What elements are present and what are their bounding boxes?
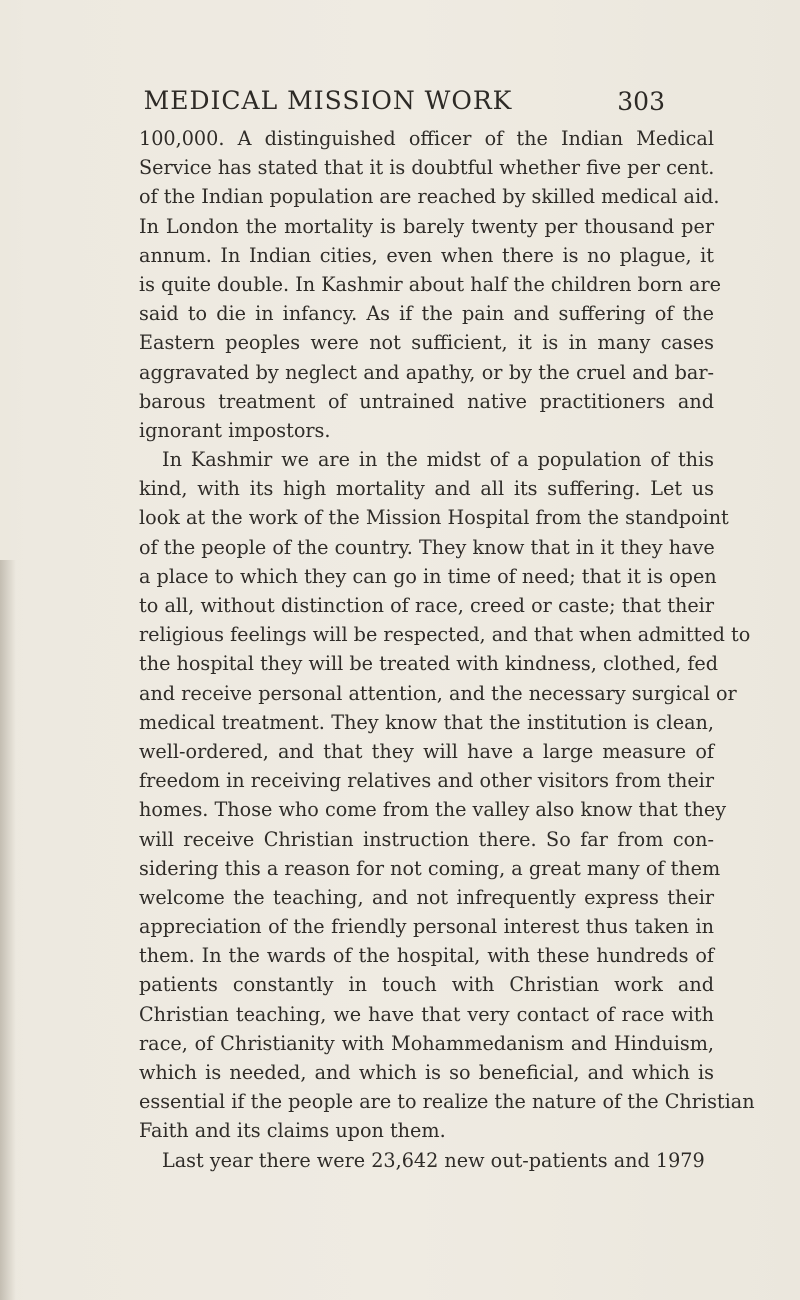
text-line: said to die in infancy. As if the pain and suffering of the: [139, 302, 714, 326]
text-line: welcome the teaching, and not infrequently express their: [139, 885, 714, 909]
text-line: which is needed, and which is so beneficial, and which is: [139, 1061, 714, 1084]
text-line: sidering this a reason for not coming, a great many of them: [139, 856, 721, 880]
text-line: is quite double. In Kashmir about half the children born are: [139, 272, 721, 296]
text-line: the hospital they will be treated with kindness, clothed, fed: [139, 652, 719, 676]
text-line: of the Indian population are reached by skilled medical aid.: [139, 185, 720, 209]
text-line: a place to which they can go in time of need; that it is open: [139, 564, 717, 588]
text-line: patients constantly in touch with Christian work and: [139, 973, 714, 997]
text-line: race, of Christianity with Mohammedanism and Hinduism,: [139, 1031, 714, 1055]
text-line: Service has stated that it is doubtful whether five per cent.: [139, 156, 715, 180]
text-line: of the people of the country. They know that in it they have: [139, 535, 715, 559]
text-line: religious feelings will be respected, and that when admitted to: [139, 623, 751, 647]
paragraph-start-line: Last year there were 23,642 new out-patients and 1979: [162, 1148, 705, 1172]
paragraph-start-line: In Kashmir we are in the midst of a population of this: [162, 448, 714, 472]
text-line: appreciation of the friendly personal interest thus taken in: [139, 915, 714, 939]
text-line: them. In the wards of the hospital, with these hundreds of: [139, 944, 714, 968]
text-line: Christian teaching, we have that very contact of race with: [139, 1002, 714, 1026]
text-line: annum. In Indian cities, even when there is no plague, it: [139, 243, 714, 267]
text-line: In London the mortality is barely twenty per thousand per: [139, 214, 714, 238]
body-text: [139, 124, 755, 1175]
text-line: to all, without distinction of race, creed or caste; that their: [139, 594, 714, 617]
page-number: 303: [617, 87, 665, 116]
running-title: MEDICAL MISSION WORK: [143, 86, 513, 115]
text-line: Eastern peoples were not sufficient, it is in many cases: [139, 331, 714, 355]
paragraph-end-line: ignorant impostors.: [139, 418, 331, 442]
text-line: well-ordered, and that they will have a large measure of: [139, 739, 714, 763]
text-line: essential if the people are to realize the nature of the Christian: [139, 1090, 755, 1114]
page-gutter-shadow: [0, 560, 16, 1300]
text-line: homes. Those who come from the valley also know that they: [139, 798, 727, 822]
text-line: barous treatment of untrained native practitioners and: [139, 389, 714, 413]
paragraph-end-line: Faith and its claims upon them.: [139, 1119, 446, 1143]
text-line: look at the work of the Mission Hospital from the standpoint: [139, 506, 729, 530]
text-line: kind, with its high mortality and all its suffering. Let us: [139, 477, 714, 501]
text-line: 100,000. A distinguished officer of the Indian Medical: [139, 127, 714, 150]
text-line: aggravated by neglect and apathy, or by the cruel and bar-: [139, 360, 714, 384]
text-line: and receive personal attention, and the necessary surgical or: [139, 681, 737, 705]
text-line: will receive Christian instruction there. So far from con-: [139, 827, 714, 851]
running-header: [118, 86, 665, 118]
text-line: medical treatment. They know that the institution is clean,: [139, 710, 714, 734]
text-line: freedom in receiving relatives and other visitors from their: [139, 769, 714, 793]
